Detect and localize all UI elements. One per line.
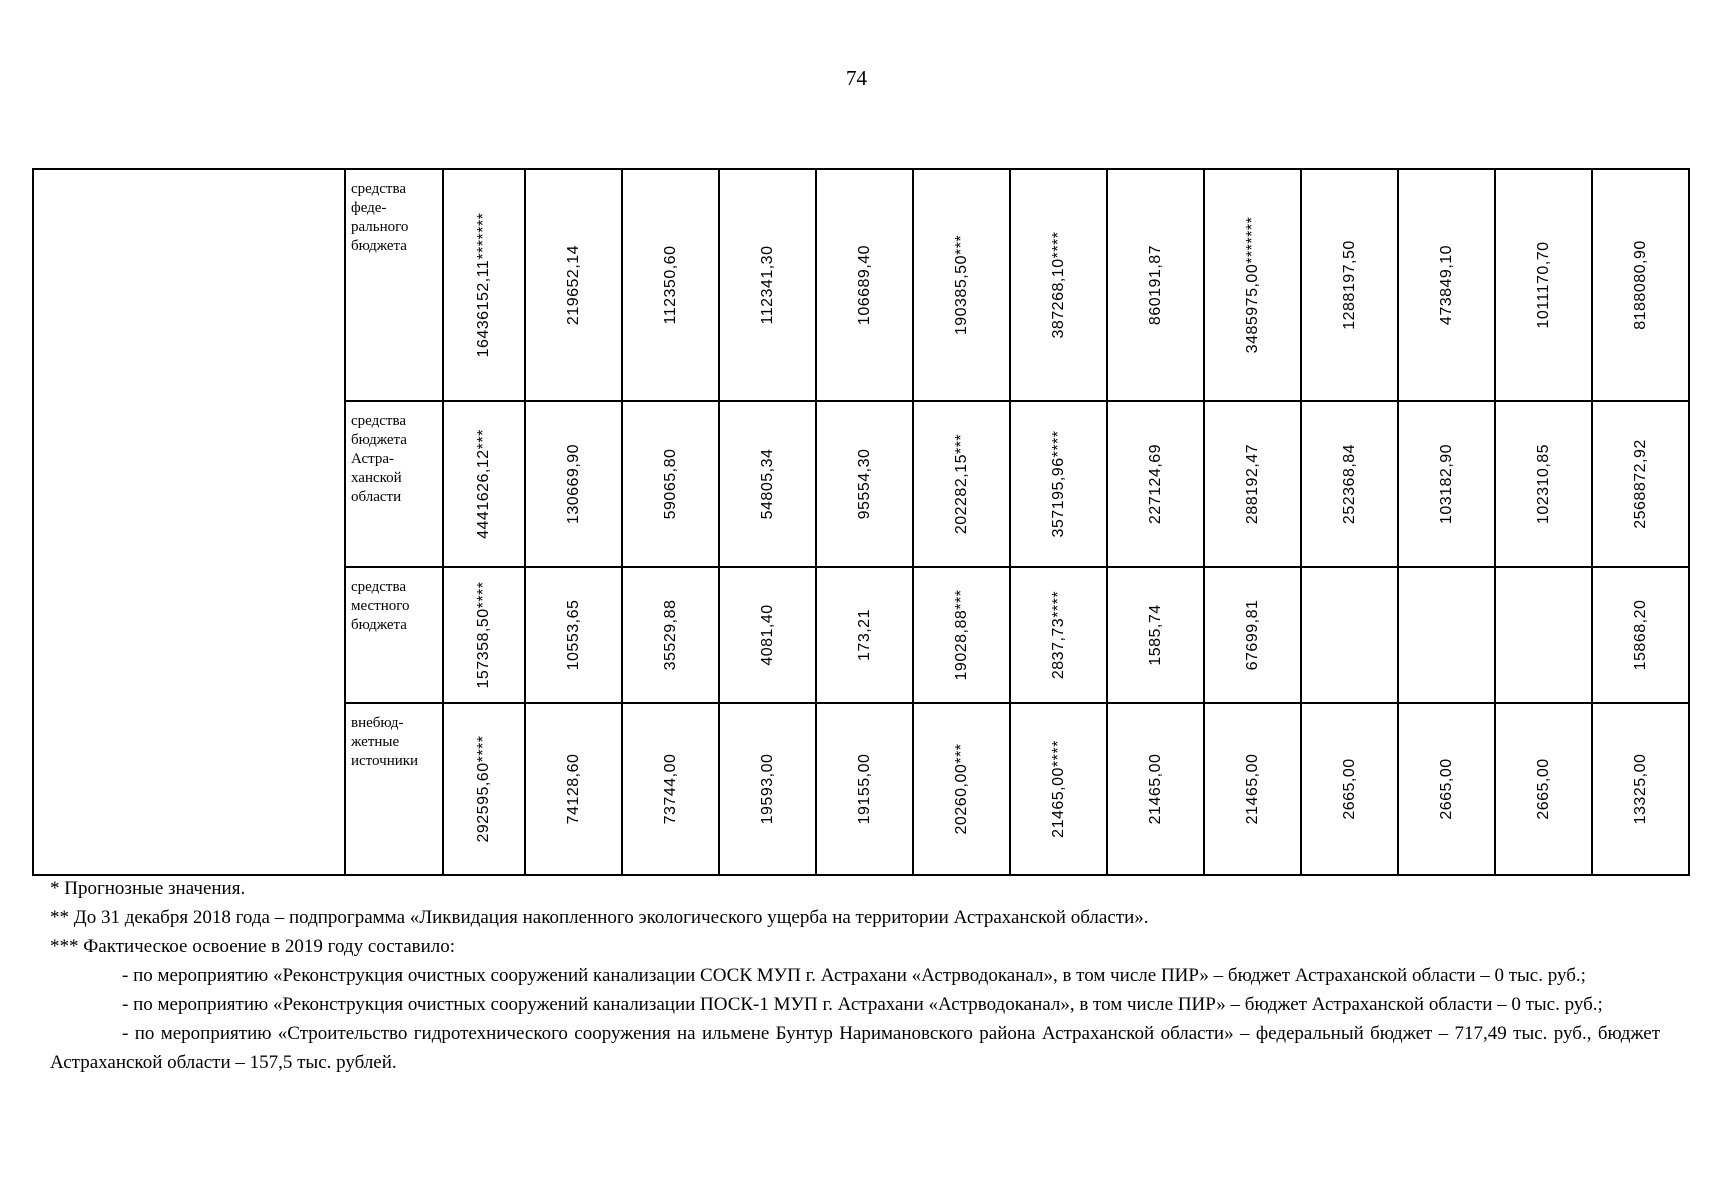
cell-value: 288192,47 (1243, 443, 1261, 525)
value-cell (1592, 567, 1689, 703)
value-cell (816, 703, 913, 875)
value-cell (443, 567, 525, 703)
budget-table (32, 168, 1690, 876)
cell-value: 357195,96**** (1049, 430, 1067, 538)
footnote-item-sosk: - по мероприятию «Реконструкция очистных сооружений канализации СОСК МУП г. Астрахани «Астрводоканал», в том числе ПИР» – бюджет Астраханской области – 0 тыс. руб.; (122, 965, 1586, 986)
value-cell (443, 401, 525, 567)
value-cell (719, 169, 816, 401)
value-cell (1592, 703, 1689, 875)
footnotes (50, 874, 1660, 1077)
table-row (33, 169, 1689, 401)
cell-value: 2837,73**** (1049, 590, 1067, 680)
cell-value: 157358,50**** (475, 581, 492, 689)
cell-value: 19028,88*** (952, 589, 970, 681)
cell-value: 4441626,12*** (475, 429, 492, 539)
cell-value: 252368,84 (1340, 443, 1358, 525)
cell-value: 74128,60 (564, 753, 582, 825)
cell-value: 190385,50*** (952, 234, 970, 336)
cell-value: 20260,00*** (952, 743, 970, 835)
value-cell (1204, 169, 1301, 401)
cell-value: 73744,00 (661, 753, 679, 825)
cell-value: 1585,74 (1146, 604, 1164, 666)
value-cell (1398, 169, 1495, 401)
row-label-cell (345, 567, 443, 703)
value-cell (622, 401, 719, 567)
cell-value: 54805,34 (758, 448, 776, 520)
cell-value: 219652,14 (564, 244, 582, 326)
cell-value: 19155,00 (855, 753, 873, 825)
cell-value: 8188080,90 (1631, 240, 1649, 330)
value-cell (525, 703, 622, 875)
cell-value: 112341,30 (758, 245, 776, 325)
footnote-item-buntur: - по мероприятию «Строительство гидротехнического сооружения на ильмене Бунтур Наримановского района Астраханской области» – федеральный бюджет – 717,49 тыс. руб., бюджет Астраханской области – 157,5 тыс. рублей. (50, 1023, 1660, 1073)
cell-value: 21465,00**** (1049, 740, 1067, 838)
cell-value: 2665,00 (1437, 758, 1455, 820)
cell-value: 102310,85 (1534, 443, 1552, 525)
cell-value: 1288197,50 (1340, 240, 1358, 330)
cell-value: 173,21 (855, 609, 873, 661)
value-cell (1398, 401, 1495, 567)
cell-value: 10553,65 (564, 599, 582, 671)
cell-value: 21465,00 (1146, 753, 1164, 825)
value-cell (1301, 567, 1398, 703)
value-cell (1010, 567, 1107, 703)
cell-value: 67699,81 (1243, 599, 1261, 671)
cell-value: 292595,60**** (475, 735, 492, 843)
cell-value: 19593,00 (758, 753, 776, 825)
value-cell (1495, 169, 1592, 401)
value-cell (1398, 703, 1495, 875)
value-cell (525, 401, 622, 567)
cell-value: 1011170,70 (1534, 241, 1552, 329)
value-cell (1495, 703, 1592, 875)
value-cell (1010, 169, 1107, 401)
row-label: внебюд- жетные источники (351, 715, 419, 769)
value-cell (816, 169, 913, 401)
value-cell (719, 401, 816, 567)
value-cell (1592, 169, 1689, 401)
value-cell (1204, 703, 1301, 875)
cell-value: 15868,20 (1631, 599, 1649, 671)
row-label-cell (345, 401, 443, 567)
cell-value: 473849,10 (1437, 244, 1455, 326)
value-cell (1204, 567, 1301, 703)
page-number: 74 (846, 66, 867, 90)
value-cell (1592, 401, 1689, 567)
value-cell (719, 703, 816, 875)
cell-value: 21465,00 (1243, 753, 1261, 825)
row-label-cell (345, 703, 443, 875)
cell-value: 59065,80 (661, 448, 679, 520)
footnote-actual-2019: *** Фактическое освоение в 2019 году составило: (50, 936, 456, 957)
cell-value: 387268,10**** (1049, 231, 1067, 339)
row-label-cell (345, 169, 443, 401)
cell-value: 860191,87 (1146, 244, 1164, 326)
value-cell (525, 567, 622, 703)
value-cell (622, 703, 719, 875)
cell-value: 103182,90 (1437, 443, 1455, 525)
row-label: средства бюджета Астра- ханской области (351, 413, 407, 505)
value-cell (525, 169, 622, 401)
cell-value: 35529,88 (661, 599, 679, 671)
value-cell (443, 169, 525, 401)
value-cell (719, 567, 816, 703)
cell-value: 202282,15*** (952, 433, 970, 535)
value-cell (913, 703, 1010, 875)
value-cell (1010, 703, 1107, 875)
value-cell (1010, 401, 1107, 567)
cell-value: 112350,60 (661, 245, 679, 325)
value-cell (1301, 401, 1398, 567)
row-label: средства феде- рального бюджета (351, 181, 409, 254)
value-cell (1495, 567, 1592, 703)
cell-value: 95554,30 (855, 448, 873, 520)
value-cell (913, 567, 1010, 703)
cell-value: 2665,00 (1534, 758, 1552, 820)
value-cell (1301, 703, 1398, 875)
cell-value: 4081,40 (758, 604, 776, 666)
value-cell (913, 169, 1010, 401)
value-cell (913, 401, 1010, 567)
value-cell (1107, 567, 1204, 703)
value-cell (1107, 401, 1204, 567)
empty-merged-cell (33, 169, 345, 875)
cell-value: 13325,00 (1631, 753, 1649, 825)
cell-value: 2665,00 (1340, 758, 1358, 820)
footnote-item-posk: - по мероприятию «Реконструкция очистных сооружений канализации ПОСК-1 МУП г. Астрахани «Астрводоканал», в том числе ПИР» – бюджет Астраханской области – 0 тыс. руб.; (122, 994, 1603, 1015)
cell-value: 227124,69 (1146, 443, 1164, 525)
cell-value: 106689,40 (855, 244, 873, 326)
value-cell (443, 703, 525, 875)
value-cell (1107, 169, 1204, 401)
cell-value: 16436152,11******* (475, 212, 492, 358)
value-cell (1204, 401, 1301, 567)
value-cell (1107, 703, 1204, 875)
value-cell (622, 567, 719, 703)
cell-value: 2568872,92 (1631, 439, 1649, 529)
footnote-subprogram: ** До 31 декабря 2018 года – подпрограмма «Ликвидация накопленного экологического ущерба на территории Астраханской области». (50, 907, 1149, 928)
row-label: средства местного бюджета (351, 579, 410, 633)
footnote-forecast: * Прогнозные значения. (50, 878, 246, 899)
value-cell (816, 401, 913, 567)
value-cell (1398, 567, 1495, 703)
value-cell (1495, 401, 1592, 567)
cell-value: 3485975,00******* (1243, 216, 1261, 354)
cell-value: 130669,90 (564, 443, 582, 525)
value-cell (622, 169, 719, 401)
value-cell (1301, 169, 1398, 401)
value-cell (816, 567, 913, 703)
